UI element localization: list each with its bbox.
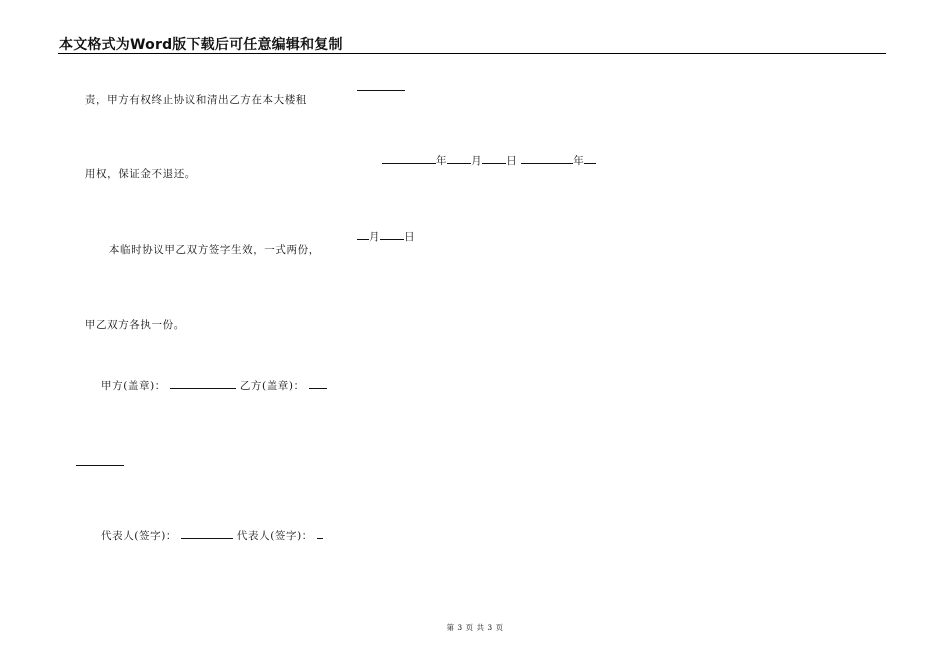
day-label-3: 日 [404,231,416,243]
clause-line-2 [77,153,196,181]
month-label-3: 月 [369,231,381,243]
page-number-footer: 第 3 页 共 3 页 [446,623,504,632]
clause-line-1 [77,79,307,107]
clause-text-3: 本临时协议甲乙双方签字生效，一式两份， [108,244,320,256]
day-blank-3 [380,229,404,240]
header-divider [58,53,886,54]
month-label-1: 月 [471,155,483,167]
party-b-seal-label: 乙方(盖章)： [239,380,305,392]
month-blank-3 [357,229,369,240]
year-label-2: 年 [573,155,585,167]
party-a-seal-blank [170,378,236,389]
month-blank-1 [447,153,471,164]
rep-b-label: 代表人(签字)： [236,530,313,542]
clause-text-1: 责，甲方有权终止协议和清出乙方在本大楼租 [84,94,307,106]
document-header-title: 本文格式为Word版下载后可任意编辑和复制 [59,37,343,53]
day-blank-1 [482,153,506,164]
clause-line-3 [101,229,320,257]
year-blank-1 [382,153,436,164]
clause-text-2: 用权，保证金不退还。 [84,168,196,180]
seal-line [101,378,327,393]
clause-line-4 [77,304,185,332]
day-label-1: 日 [506,155,518,167]
blank-line-1 [357,80,405,91]
continuation-blank [76,455,124,466]
rep-b-blank [317,528,323,539]
trailing-blank-2 [584,153,596,164]
representative-line [101,528,323,543]
year-blank-2 [521,153,573,164]
clause-text-4: 甲乙双方各执一份。 [84,319,185,331]
date-fields-line-3 [357,229,415,244]
rep-a-blank [181,528,233,539]
year-label-1: 年 [436,155,448,167]
party-b-seal-blank [309,378,327,389]
party-a-seal-label: 甲方(盖章)： [101,380,166,392]
rep-a-label: 代表人(签字)： [101,530,177,542]
date-fields-line-2 [382,153,596,168]
